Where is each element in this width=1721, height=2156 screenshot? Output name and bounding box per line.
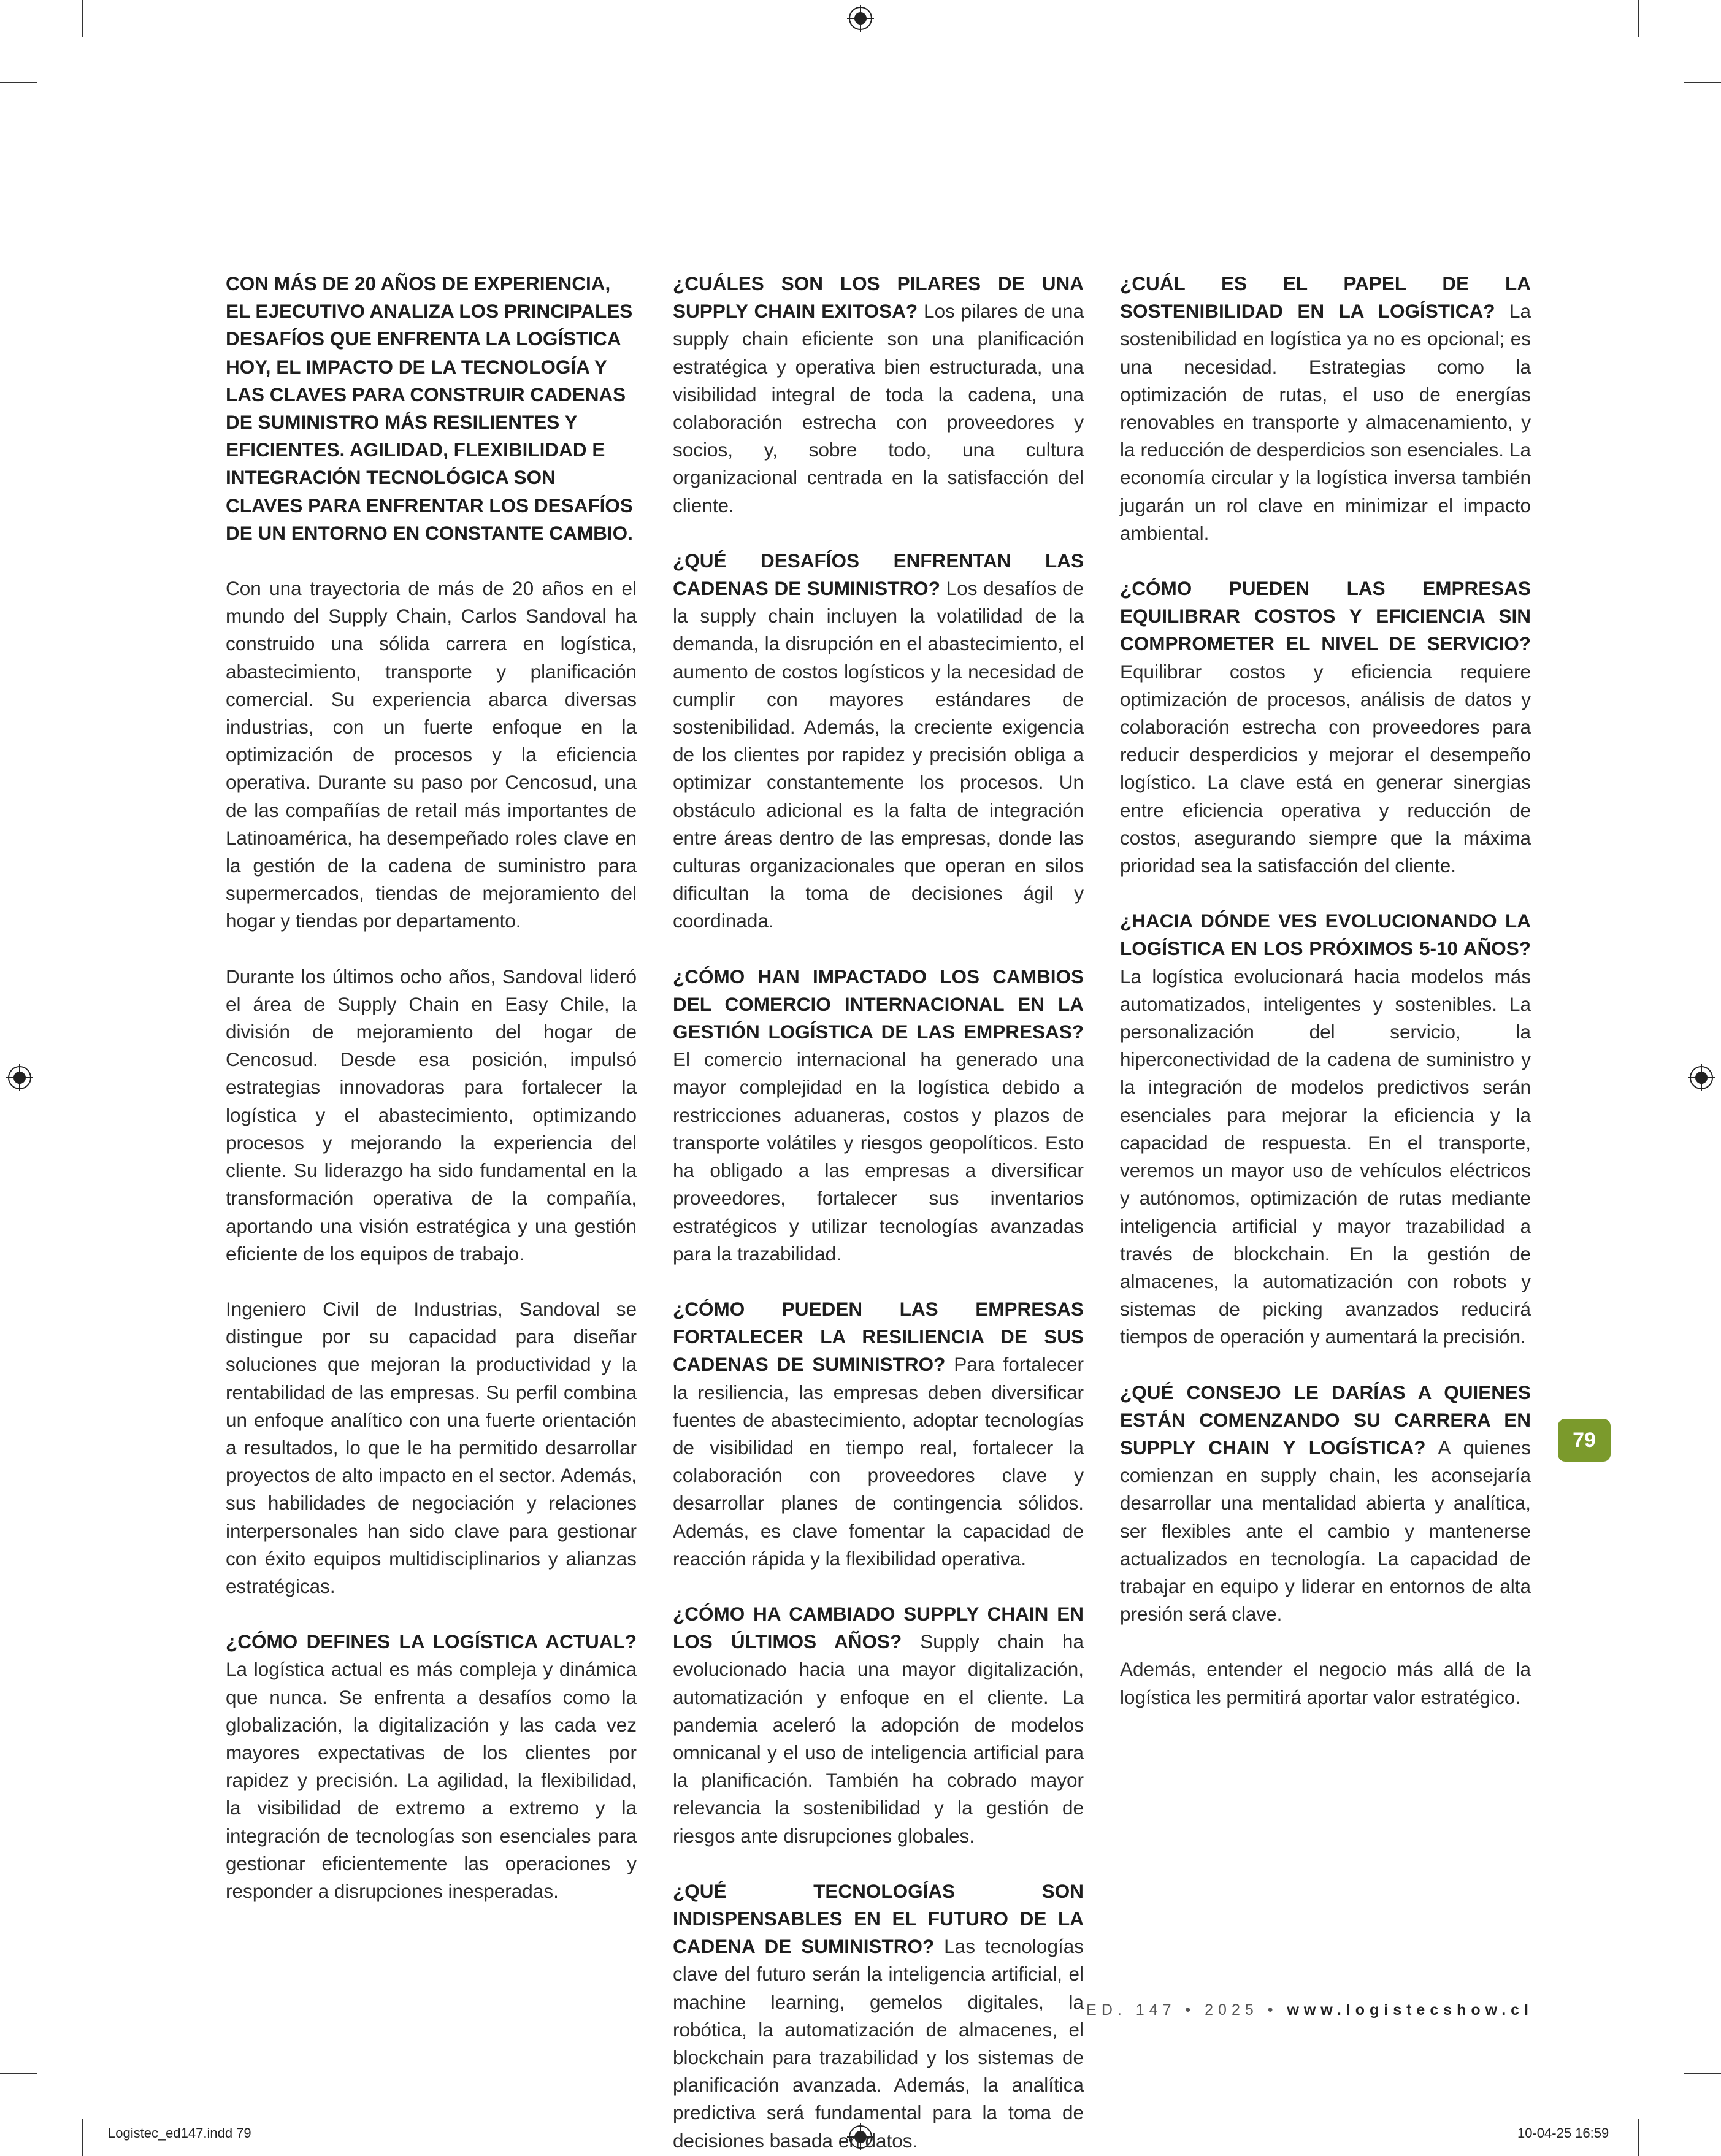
intro-paragraph: Con una trayectoria de más de 20 años en el mundo del Supply Chain, Carlos Sandoval ha construido una sólida carrera en logística, abastecimiento, transporte y planificación comercial. Su experiencia abarca diversas industrias, con un fuerte enfoque en la optimización de procesos y la eficiencia operativa. Durante su paso por Cencosud, una de las compañías de retail más importantes de Latinoamérica, ha desempeñado roles clave en la gestión de la cadena de suministro para supermercados, tiendas de mejoramiento del hogar y tiendas por departamento. [226, 577, 637, 932]
slug-datetime: 10-04-25 16:59 [1517, 2125, 1609, 2141]
question: ¿CUÁL ES EL PAPEL DE LA SOSTENIBILIDAD EN LA LOGÍSTICA? [1120, 272, 1531, 323]
registration-mark-left-icon [6, 1064, 33, 1091]
answer: La logística evolucionará hacia modelos más automatizados, inteligentes y sostenibles. La personalización del servicio, la hiperconectividad de la cadena de suministro y la integración de modelos predictivos serán esenciales para mejorar la eficiencia y la capacidad de respuesta. En el transporte, veremos un mayor uso de vehículos eléctricos y autónomos, optimización de rutas mediante inteligencia artificial y mayor trazabilidad a través de blockchain. En la gestión de almacenes, la automatización con robots y sistemas de picking avanzados reducirá tiempos de operación y aumentará la precisión. [1120, 965, 1531, 1348]
crop-mark-top-right [1638, 0, 1639, 37]
qa-paragraph [226, 1628, 637, 1905]
question: ¿CÓMO HAN IMPACTADO LOS CAMBIOS DEL COMERCIO INTERNACIONAL EN LA GESTIÓN LOGÍSTICA DE LAS EMPRESAS? [673, 965, 1084, 1043]
intro-paragraph: Ingeniero Civil de Industrias, Sandoval se distingue por su capacidad para diseñar soluciones que mejoran la productividad y la rentabilidad de las empresas. Su perfil combina un enfoque analítico con una fuerte orientación a resultados, lo que le ha permitido desarrollar proyectos de alto impacto en el sector. Además, sus habilidades de negociación y relaciones interpersonales han sido clave para gestionar con éxito equipos multidisciplinarios y alianzas estratégicas. [226, 1297, 637, 1597]
footer-edition [1086, 2001, 1533, 2019]
question: ¿CUÁLES SON LOS PILARES DE UNA SUPPLY CHAIN EXITOSA? [673, 272, 1084, 323]
article-column-3 [1120, 270, 1531, 1711]
question: ¿QUÉ CONSEJO LE DARÍAS A QUIENES ESTÁN COMENZANDO SU CARRERA EN SUPPLY CHAIN Y LOGÍSTICA? [1120, 1381, 1531, 1459]
qa-paragraph [673, 1878, 1084, 2155]
answer: Las tecnologías clave del futuro serán la inteligencia artificial, el machine learning, gemelos digitales, la robótica, la automatización de almacenes, el blockchain para trazabilidad y los sistemas de planificación avanzada. Además, la analítica predictiva será fundamental para la toma de decisiones basada en datos. [673, 1935, 1084, 2152]
footer-url[interactable]: www.logistecshow.cl [1287, 2001, 1533, 2019]
crop-mark-bottom-left [82, 2119, 83, 2156]
answer: Equilibrar costos y eficiencia requiere optimización de procesos, análisis de datos y colaboración estrecha con proveedores para reducir desperdicios y mejorar el desempeño logístico. La clave está en generar sinergias entre eficiencia operativa y reducción de costos, asegurando siempre que la máxima prioridad sea la satisfacción del cliente. [1120, 660, 1531, 877]
crop-mark-top-left [82, 0, 83, 37]
question: ¿QUÉ DESAFÍOS ENFRENTAN LAS CADENAS DE SUMINISTRO? [673, 549, 1084, 600]
question: ¿CÓMO HA CAMBIADO SUPPLY CHAIN EN LOS ÚLTIMOS AÑOS? [673, 1602, 1084, 1653]
question: ¿QUÉ TECNOLOGÍAS SON INDISPENSABLES EN EL FUTURO DE LA CADENA DE SUMINISTRO? [673, 1879, 1084, 1958]
slug-file: Logistec_ed147.indd 79 [108, 2125, 251, 2141]
question: ¿CÓMO PUEDEN LAS EMPRESAS FORTALECER LA RESILIENCIA DE SUS CADENAS DE SUMINISTRO? [673, 1297, 1084, 1376]
page-number-badge: 79 [1558, 1419, 1611, 1462]
registration-mark-right-icon [1688, 1064, 1715, 1091]
answer: El comercio internacional ha generado una mayor complejidad en la logística debido a restricciones aduaneras, costos y plazos de transporte volátiles y riesgos geopolíticos. Esto ha obligado a las empresas a diversificar proveedores, fortalecer sus inventarios estratégicos y utilizar tecnologías avanzadas para la trazabilidad. [673, 1048, 1084, 1265]
qa-paragraph [673, 963, 1084, 1268]
intro-paragraph: Durante los últimos ocho años, Sandoval lideró el área de Supply Chain en Easy Chile, la división de mejoramiento del hogar de Cencosud. Desde esa posición, impulsó estrategias innovadoras para fortalecer la logística y el abastecimiento, optimizando procesos y mejorando la experiencia del cliente. Su liderazgo ha sido fundamental en la transformación operativa de la compañía, aportando una visión estratégica y una gestión eficiente de los equipos de trabajo. [226, 965, 637, 1265]
question: ¿CÓMO PUEDEN LAS EMPRESAS EQUILIBRAR COSTOS Y EFICIENCIA SIN COMPROMETER EL NIVEL DE SERVICIO? [1120, 577, 1531, 655]
qa-paragraph [673, 1600, 1084, 1850]
crop-mark-top-left-h [0, 82, 37, 83]
qa-paragraph [1120, 575, 1531, 880]
question: ¿HACIA DÓNDE VES EVOLUCIONANDO LA LOGÍSTICA EN LOS PRÓXIMOS 5-10 AÑOS? [1120, 910, 1531, 960]
qa-paragraph [1120, 1379, 1531, 1629]
footer-edition-text: ED. 147 • 2025 • [1086, 2001, 1287, 2019]
crop-mark-bottom-right [1638, 2119, 1639, 2156]
registration-mark-top-icon [847, 5, 874, 32]
answer: Para fortalecer la resiliencia, las empresas deben diversificar fuentes de abastecimiento, adoptar tecnologías de visibilidad en tiempo real, fortalecer la colaboración con proveedores clave y desarrollar planes de contingencia sólidos. Además, es clave fomentar la capacidad de reacción rápida y la flexibilidad operativa. [673, 1353, 1084, 1570]
crop-mark-top-right-h [1684, 82, 1721, 83]
crop-mark-bottom-right-h [1684, 2073, 1721, 2074]
qa-paragraph [673, 1295, 1084, 1573]
qa-paragraph [673, 270, 1084, 520]
closing-paragraph: Además, entender el negocio más allá de la logística les permitirá aportar valor estratégico. [1120, 1658, 1531, 1708]
qa-paragraph [1120, 907, 1531, 1351]
question: ¿CÓMO DEFINES LA LOGÍSTICA ACTUAL? [226, 1630, 637, 1653]
lead-paragraph: CON MÁS DE 20 AÑOS DE EXPERIENCIA, EL EJECUTIVO ANALIZA LOS PRINCIPALES DESAFÍOS QUE ENFRENTA LA LOGÍSTICA HOY, EL IMPACTO DE LA TECNOLOGÍA Y LAS CLAVES PARA CONSTRUIR CADENAS DE SUMINISTRO MÁS RESILIENTES Y EFICIENTES. AGILIDAD, FLEXIBILIDAD E INTEGRACIÓN TECNOLÓGICA SON CLAVES PARA ENFRENTAR LOS DESAFÍOS DE UN ENTORNO EN CONSTANTE CAMBIO. [226, 272, 633, 544]
answer: La logística actual es más compleja y dinámica que nunca. Se enfrenta a desafíos como la globalización, la digitalización y las cada vez mayores expectativas de los clientes por rapidez y precisión. La agilidad, la flexibilidad, la visibilidad de extremo a extremo y la integración de tecnologías son esenciales para gestionar eficientemente las operaciones y responder a disrupciones inesperadas. [226, 1658, 637, 1902]
answer: La sostenibilidad en logística ya no es opcional; es una necesidad. Estrategias como la optimización de rutas, el uso de energías renovables en transporte y almacenamiento, y la reducción de desperdicios son esenciales. La economía circular y la logística inversa también jugarán un rol clave en minimizar el impacto ambiental. [1120, 300, 1531, 544]
answer: Los desafíos de la supply chain incluyen la volatilidad de la demanda, la disrupción en el abastecimiento, el aumento de costos logísticos y la necesidad de cumplir con mayores estándares de sostenibilidad. Además, la creciente exigencia de los clientes por rapidez y precisión obliga a optimizar constantemente los procesos. Un obstáculo adicional es la falta de integración entre áreas dentro de las empresas, donde las culturas organizacionales que operan en silos dificultan la toma de decisiones ágil y coordinada. [673, 577, 1084, 932]
answer: Supply chain ha evolucionado hacia una mayor digitalización, automatización y enfoque en el cliente. La pandemia aceleró la adopción de modelos omnicanal y el uso de inteligencia artificial para la planificación. También ha cobrado mayor relevancia la sostenibilidad y la gestión de riesgos ante disrupciones globales. [673, 1630, 1084, 1847]
qa-paragraph [1120, 270, 1531, 547]
answer: Los pilares de una supply chain eficiente son una planificación estratégica y operativa bien estructurada, una visibilidad integral de toda la cadena, una colaboración estrecha con proveedores y socios, y, sobre todo, una cultura organizacional centrada en la satisfacción del cliente. [673, 300, 1084, 516]
answer: A quienes comienzan en supply chain, les aconsejaría desarrollar una mentalidad abierta y analítica, ser flexibles ante el cambio y mantenerse actualizados en tecnología. La capacidad de trabajar en equipo y liderar en entornos de alta presión será clave. [1120, 1436, 1531, 1625]
article-column-2 [673, 270, 1084, 2155]
qa-paragraph [673, 547, 1084, 935]
article-column-1 [226, 270, 637, 1905]
crop-mark-bottom-left-h [0, 2073, 37, 2074]
